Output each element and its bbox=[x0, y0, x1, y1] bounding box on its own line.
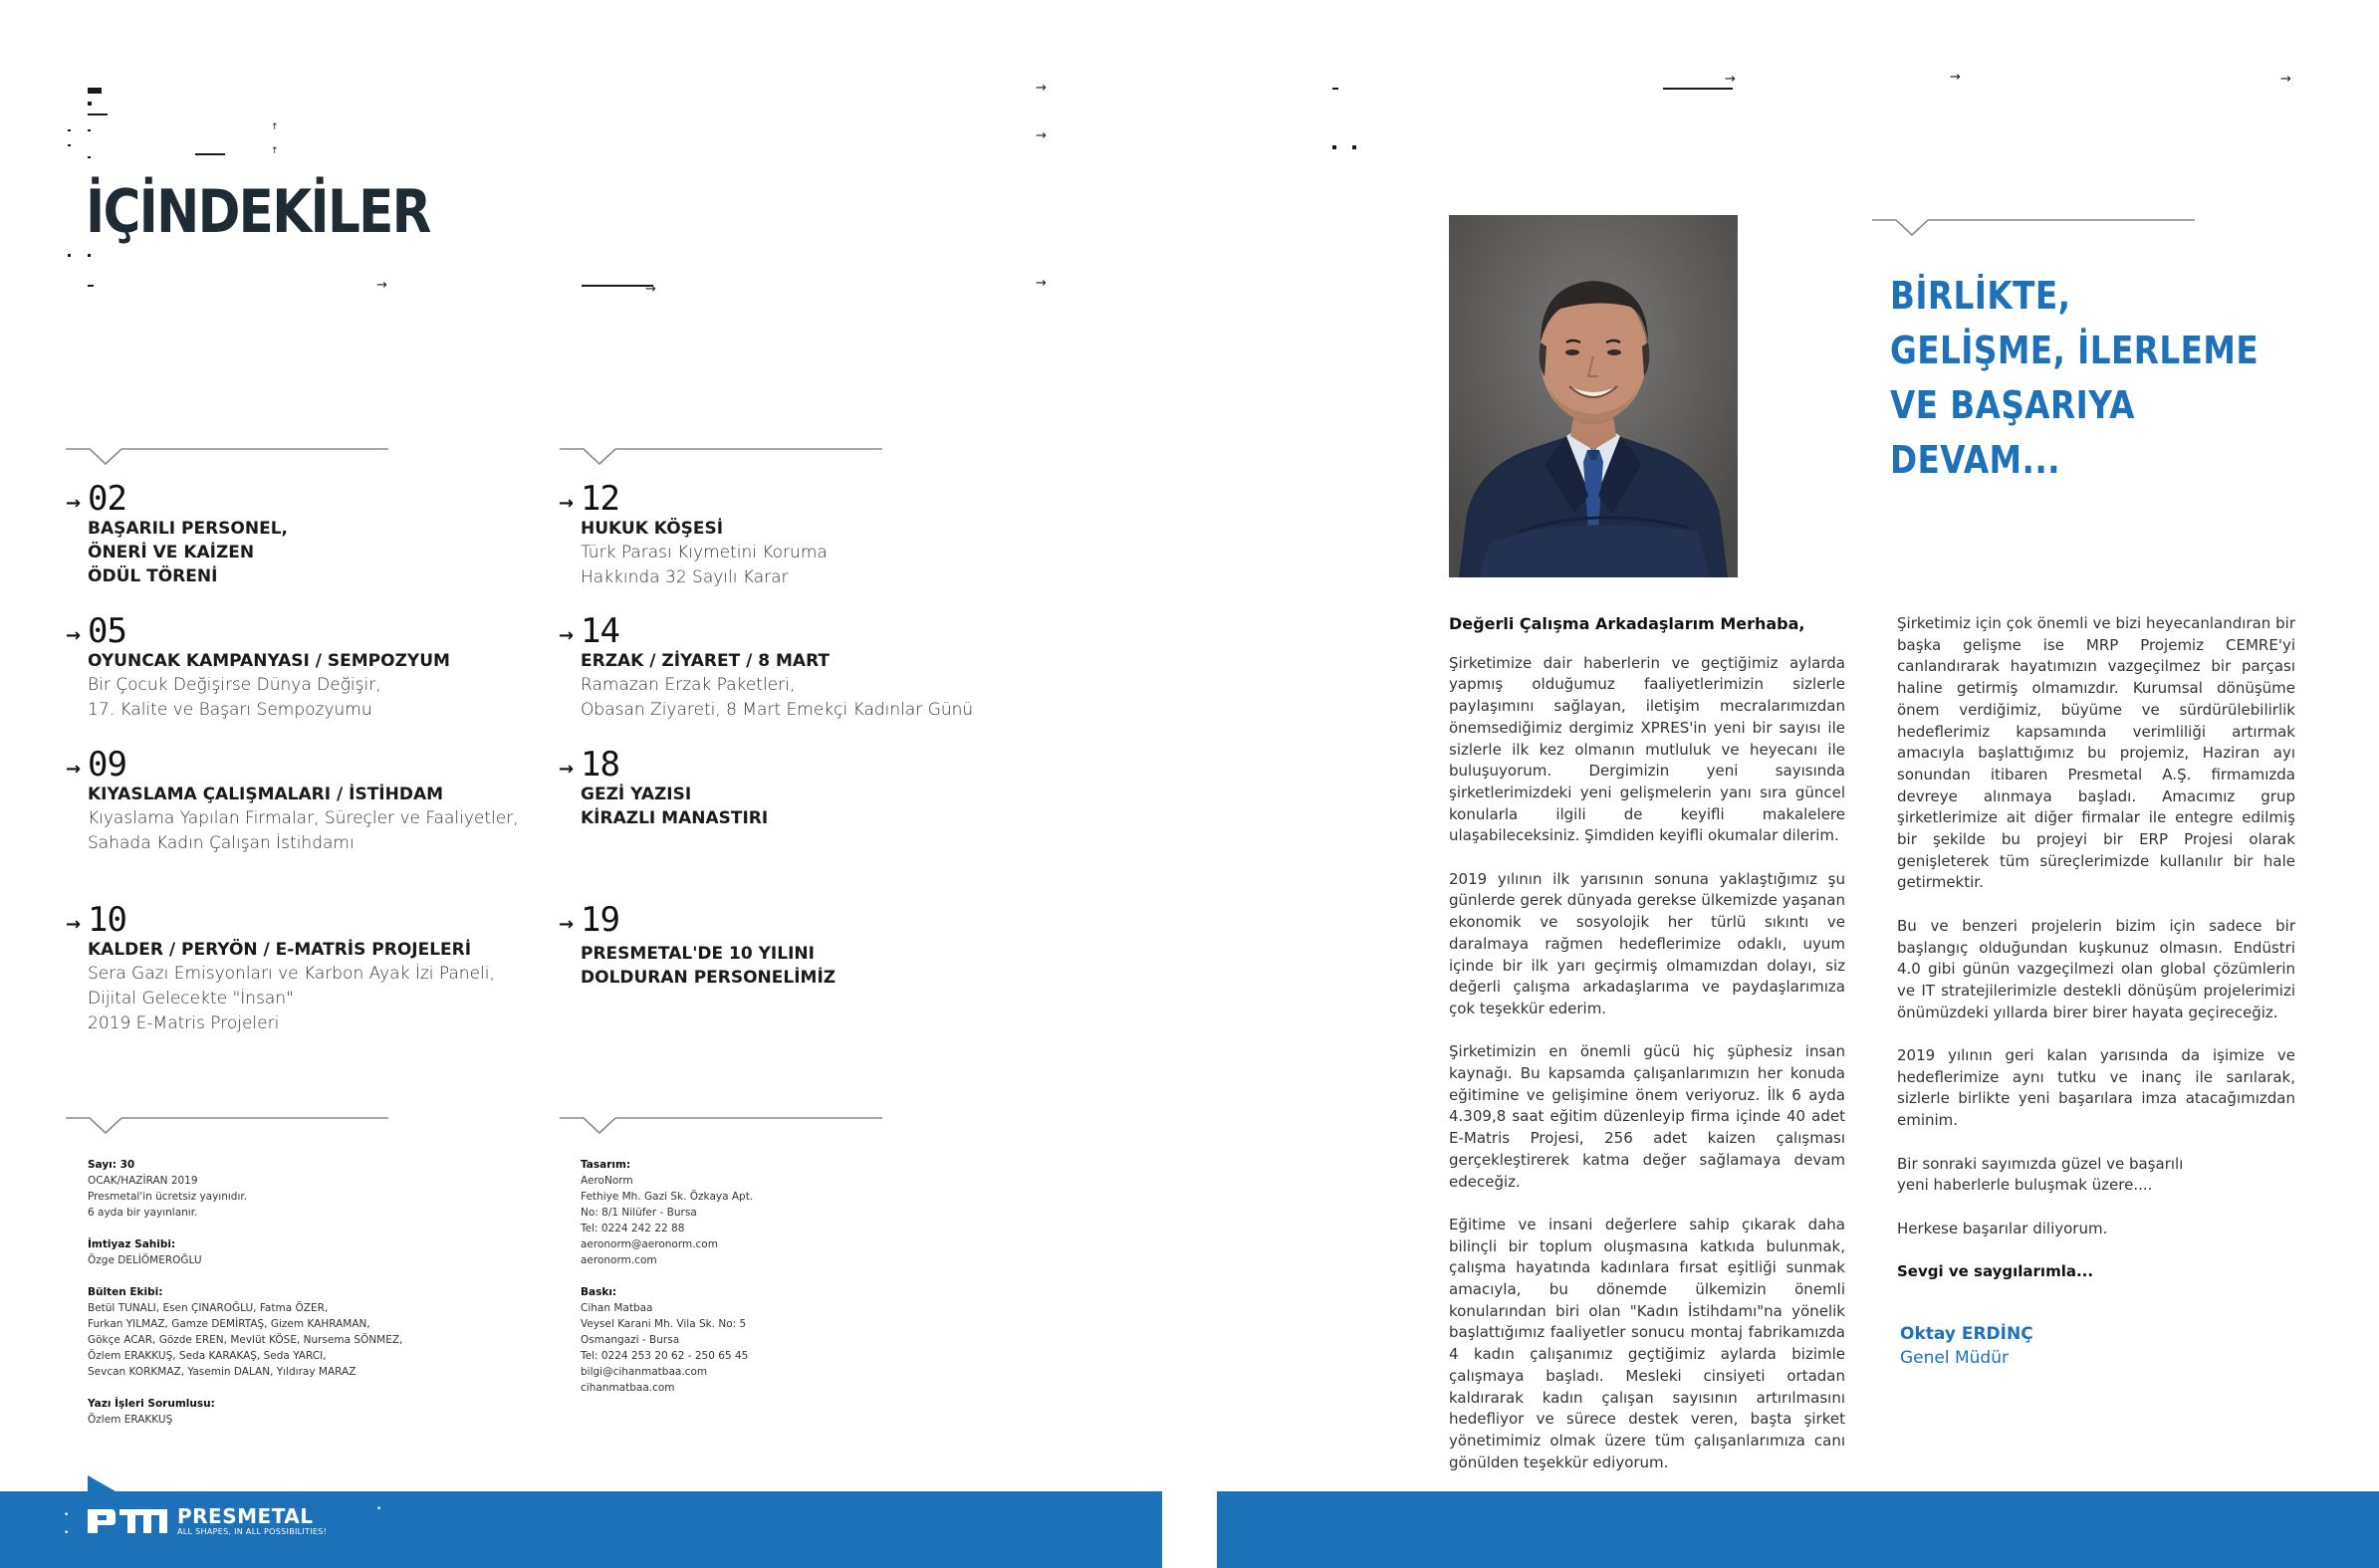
presmetal-logo bbox=[86, 1503, 327, 1537]
section-divider bbox=[1872, 219, 2195, 239]
letter-paragraph: Şirketimiz için çok önemli ve bizi heyecanlandıran bir başka gelişme ise MRP Projemiz CEMRE'yi canlandırarak hayatımızın vazgeçilmez bir parçası haline getirmiş olmamızdır. Kurumsal dönüşüme önem verdiğimiz, büyüme ve sürdürülebilirlik hedeflerimiz kapsamında verimliliği artırmak amacıyla başlattığımız bu projemiz, Haziran ayı sonundan itibaren Presmetal A.Ş. firmamızda devreye alınmaya başladı. Amacımız grup şirketlerimize ait diğer firmalar ile entegre edilmiş bir şekilde bu projeyi bir ERP Projesi olarak genişleterek tüm süreçlerimizde kullanılır bir hale getirmektir. bbox=[1897, 614, 2295, 892]
deco-mark bbox=[582, 285, 653, 287]
logo-mark-icon bbox=[86, 1503, 169, 1537]
deco-mark: • bbox=[64, 1528, 70, 1538]
letter-paragraph: Bir sonraki sayımızda güzel ve başarılı yeni haberlerle buluşmak üzere.... bbox=[1897, 1154, 2184, 1195]
credit-text: Özlem ERAKKUŞ bbox=[88, 1414, 173, 1426]
credit-group bbox=[581, 1157, 879, 1268]
deco-mark bbox=[68, 254, 71, 257]
toc-page-number: 12 bbox=[581, 479, 619, 519]
section-divider bbox=[560, 448, 882, 468]
section-divider bbox=[66, 1117, 388, 1137]
deco-mark bbox=[88, 102, 92, 106]
deco-mark bbox=[88, 254, 91, 257]
letter-paragraph: 2019 yılının ilk yarısının sonuna yaklaştığımız şu günlerde gerek dünyada gerekse ülkemizde yaşanan ekonomik ve sosyolojik her türlü sıkıntı ve daralmaya rağmen hedeflerimize odaklı, uyum içinde bir ilk yarı geçirmiş olmamızdan dolayı, siz değerli çalışma arkadaşlarıma ve paydaşlarımıza çok teşekkür ederim. bbox=[1449, 869, 1845, 1017]
letter-column-1 bbox=[1449, 613, 1845, 1495]
letter-paragraph: Şirketimize dair haberlerin ve geçtiğimiz aylarda yapmış olduğumuz faaliyetlerimizin sizlerle paylaşımını sağlayan, iletişim mecralarımızdan önemsediğimiz dergimiz XPRES'in yeni bir sayısı ile sizlerle ilk kez olmanın mutluluk ve heyecanı ile buluşuyorum. Dergimizin yeni sayısında şirketlerimizdeki yeni gelişmelerin yanı sıra güncel konularla ilgili de keyifli makalelere ulaşabileceksiniz. Şimdiden keyifli okumalar dilerim. bbox=[1449, 653, 1845, 845]
deco-arrow-icon: → bbox=[1950, 70, 1961, 85]
toc-entry[interactable] bbox=[559, 479, 1039, 590]
toc-entry[interactable] bbox=[559, 611, 1098, 723]
toc-entry[interactable] bbox=[66, 611, 546, 723]
toc-entry[interactable] bbox=[66, 479, 546, 588]
signature-role: Genel Müdür bbox=[1900, 1348, 2009, 1368]
deco-mark bbox=[68, 129, 71, 131]
credit-text: AeroNorm Fethiye Mh. Gazi Sk. Özkaya Apt. No: 8/1 Nilüfer - Bursa Tel: 0224 242 22 88 aeronorm@aeronorm.com aeronorm.com bbox=[581, 1175, 754, 1266]
toc-heading: BAŞARILI PERSONEL, ÖNERİ VE KAİZEN ÖDÜL TÖRENİ bbox=[88, 519, 288, 586]
deco-mark bbox=[88, 129, 91, 131]
deco-arrow-icon: ↑ bbox=[271, 122, 279, 132]
toc-entry[interactable] bbox=[559, 745, 1039, 830]
toc-heading: OYUNCAK KAMPANYASI / SEMPOZYUM bbox=[88, 651, 450, 671]
left-page bbox=[0, 0, 1162, 1568]
toc-page-number: 14 bbox=[581, 611, 619, 651]
signature-name bbox=[1900, 1324, 2033, 1344]
credit-text: Betül TUNALI, Esen ÇINAROĞLU, Fatma ÖZER, Furkan YILMAZ, Gamze DEMİRTAŞ, Gizem KAHRAMAN, Gökçe ACAR, Gözde EREN, Mevlüt KÖSE, Nursema SÖNMEZ, Özlem ERAKKUŞ, Seda KARAKAŞ, Seda YARCI, Sevcan KORKMAZ, Yasemin DALAN, Yıldıray MARAZ bbox=[88, 1302, 403, 1378]
letter-headline: BİRLİKTE, GELİŞME, İLERLEME VE BAŞARIYA DEVAM... bbox=[1890, 274, 2260, 482]
credit-text: Özge DELİÖMEROĞLU bbox=[88, 1254, 202, 1266]
logo-brand: PRESMETAL bbox=[177, 1503, 314, 1528]
toc-description: Sera Gazı Emisyonları ve Karbon Ayak İzi Paneli, Dijital Gelecekte "İnsan" 2019 E-Matris Projeleri bbox=[88, 964, 495, 1033]
deco-mark: • bbox=[376, 1504, 382, 1514]
toc-entry[interactable] bbox=[559, 900, 1039, 990]
arrow-right-icon: → bbox=[66, 914, 82, 935]
toc-page-number: 05 bbox=[88, 611, 126, 651]
toc-description: Ramazan Erzak Paketleri, Obasan Ziyareti, 8 Mart Emekçi Kadınlar Günü bbox=[581, 675, 974, 720]
credit-label: Bülten Ekibi: bbox=[88, 1286, 163, 1298]
toc-heading: KALDER / PERYÖN / E-MATRİS PROJELERİ bbox=[88, 940, 472, 960]
deco-arrow-icon: → bbox=[1036, 81, 1047, 96]
deco-arrow-icon: ↑ bbox=[271, 146, 279, 156]
arrow-right-icon: → bbox=[559, 493, 575, 514]
toc-heading: HUKUK KÖŞESİ bbox=[581, 519, 724, 539]
deco-arrow-icon: → bbox=[376, 278, 387, 293]
toc-page-number: 19 bbox=[581, 900, 619, 940]
toc-description: Türk Parası Kıymetini Koruma Hakkında 32 Sayılı Karar bbox=[581, 543, 828, 587]
deco-mark bbox=[88, 156, 91, 158]
credit-label: İmtiyaz Sahibi: bbox=[88, 1238, 176, 1250]
deco-mark bbox=[68, 144, 71, 146]
deco-mark bbox=[88, 113, 108, 115]
credit-text: Cihan Matbaa Veysel Karani Mh. Vila Sk. No: 5 Osmangazi - Bursa Tel: 0224 253 20 62 - 250 65 45 bilgi@cihanmatbaa.com cihanmatbaa.com bbox=[581, 1302, 749, 1394]
deco-mark bbox=[1663, 88, 1733, 90]
letter-closing: Sevgi ve saygılarımla... bbox=[1897, 1262, 2094, 1281]
deco-mark bbox=[1352, 145, 1356, 149]
arrow-right-icon: → bbox=[66, 759, 82, 780]
deco-arrow-icon: → bbox=[2280, 72, 2291, 87]
letter-paragraph: Herkese başarılar diliyorum. bbox=[1897, 1219, 2108, 1237]
credit-group bbox=[581, 1284, 879, 1396]
logo-slogan: ALL SHAPES, IN ALL POSSIBILITIES! bbox=[177, 1526, 328, 1536]
deco-mark bbox=[1332, 88, 1338, 90]
toc-page-number: 10 bbox=[88, 900, 126, 940]
credit-label: Baskı: bbox=[581, 1286, 617, 1298]
footer-tab bbox=[88, 1475, 116, 1491]
ceo-portrait bbox=[1449, 215, 1738, 577]
toc-page-number: 18 bbox=[581, 745, 619, 784]
credit-label: Yazı İşleri Sorumlusu: bbox=[88, 1398, 215, 1410]
letter-paragraph: Bu ve benzeri projelerin bizim için sadece bir başlangıç olduğundan kuşkunuz olmasın. Endüstri 4.0 gibi günün vazgeçilmezi olan global çözümlerin ve IT stratejilerimizle destekli dönüşüm projelerimizi önümüzdeki yıllarda birer birer hayata geçireceğiz. bbox=[1897, 916, 2295, 1021]
deco-mark bbox=[88, 88, 102, 94]
toc-page-number: 02 bbox=[88, 479, 126, 519]
toc-entry[interactable] bbox=[66, 745, 556, 856]
deco-arrow-icon: → bbox=[1725, 72, 1736, 87]
credit-group bbox=[88, 1236, 486, 1268]
deco-mark: • bbox=[64, 1510, 70, 1520]
arrow-right-icon: → bbox=[66, 625, 82, 646]
signature-last-name: ERDİNÇ bbox=[1961, 1324, 2033, 1344]
credit-text: OCAK/HAZİRAN 2019 Presmetal'in ücretsiz yayınıdır. 6 ayda bir yayınlanır. bbox=[88, 1175, 248, 1219]
page-title: İÇİNDEKİLER bbox=[86, 177, 430, 247]
section-divider bbox=[66, 448, 388, 468]
logo-text bbox=[177, 1505, 327, 1536]
toc-heading: ERZAK / ZİYARET / 8 MART bbox=[581, 651, 830, 671]
letter-paragraph: Şirketimizin en önemli gücü hiç şüphesiz insan kaynağı. Bu kapsamda çalışanlarımızın her konuda eğitimine ve gelişimine önem veriyoruz. İlk 6 ayda 4.309,8 saat eğitim düzenleyip firma içinde 40 adet E-Matris Projesi, 256 adet kaizen çalışması gerçekleştirerek katma değer sağlamaya devam edeceğiz. bbox=[1449, 1042, 1845, 1191]
toc-heading: PRESMETAL'DE 10 YILINI DOLDURAN PERSONELİMİZ bbox=[581, 944, 836, 988]
toc-heading: KIYASLAMA ÇALIŞMALARI / İSTİHDAM bbox=[88, 784, 444, 804]
arrow-right-icon: → bbox=[66, 493, 82, 514]
deco-mark bbox=[88, 285, 94, 287]
section-divider bbox=[560, 1117, 882, 1137]
credit-label: Sayı: 30 bbox=[88, 1159, 135, 1171]
toc-page-number: 09 bbox=[88, 745, 126, 784]
letter-paragraph: Eğitime ve insani değerlere sahip çıkarak daha bilinçli bir toplum oluşmasına katkıda bulunmak, çalışma hayatında kadınlara fırsat eşitliği sunmak amacıyla, bu dönemde ülkemizin önemli konularından biri olan "Kadın İstihdamı"na yönelik başlattığımız faaliyetler sonucu montaj fabrikamızda 4 kadın çalışanımız geçtiğimiz aylarda bizimle çalışmaya başladı. Mesleki cinsiyeti ortadan kaldırarak kadın çalışan sayısının artırılmasını hedefliyor ve sürece destek veren, başta şirket yönetimimiz olmak üzere tüm çalışanlarımıza canı gönülden teşekkür ediyorum. bbox=[1449, 1215, 1845, 1471]
toc-entry[interactable] bbox=[66, 900, 556, 1036]
letter-greeting: Değerli Çalışma Arkadaşlarım Merhaba, bbox=[1449, 614, 1805, 633]
credits-editorial bbox=[88, 1157, 486, 1444]
arrow-right-icon: → bbox=[559, 914, 575, 935]
letter-paragraph: 2019 yılının geri kalan yarısında da işimize ve hedeflerimize aynı tutku ve inanç ile sarılarak, sizlerle birlikte yeni başarılara imza atacağımızdan eminim. bbox=[1897, 1046, 2295, 1130]
credits-production bbox=[581, 1157, 879, 1412]
toc-description: Bir Çocuk Değişirse Dünya Değişir, 17. Kalite ve Başarı Sempozyumu bbox=[88, 675, 381, 720]
deco-arrow-icon: → bbox=[1036, 276, 1047, 291]
deco-mark bbox=[195, 153, 225, 155]
deco-arrow-icon: → bbox=[645, 282, 656, 297]
footer-bar bbox=[1217, 1491, 2379, 1568]
signature-first-name: Oktay bbox=[1900, 1324, 1962, 1344]
arrow-right-icon: → bbox=[559, 625, 575, 646]
credit-group bbox=[88, 1157, 486, 1221]
toc-description: Kıyaslama Yapılan Firmalar, Süreçler ve Faaliyetler, Sahada Kadın Çalışan İstihdamı bbox=[88, 808, 519, 853]
deco-mark bbox=[1332, 145, 1336, 149]
letter-column-2 bbox=[1897, 613, 2295, 1304]
toc-heading: GEZİ YAZISI KİRAZLI MANASTIRI bbox=[581, 784, 769, 828]
arrow-right-icon: → bbox=[559, 759, 575, 780]
credit-group bbox=[88, 1284, 486, 1380]
deco-arrow-icon: → bbox=[1036, 128, 1047, 143]
credit-group bbox=[88, 1396, 486, 1428]
credit-label: Tasarım: bbox=[581, 1159, 631, 1171]
